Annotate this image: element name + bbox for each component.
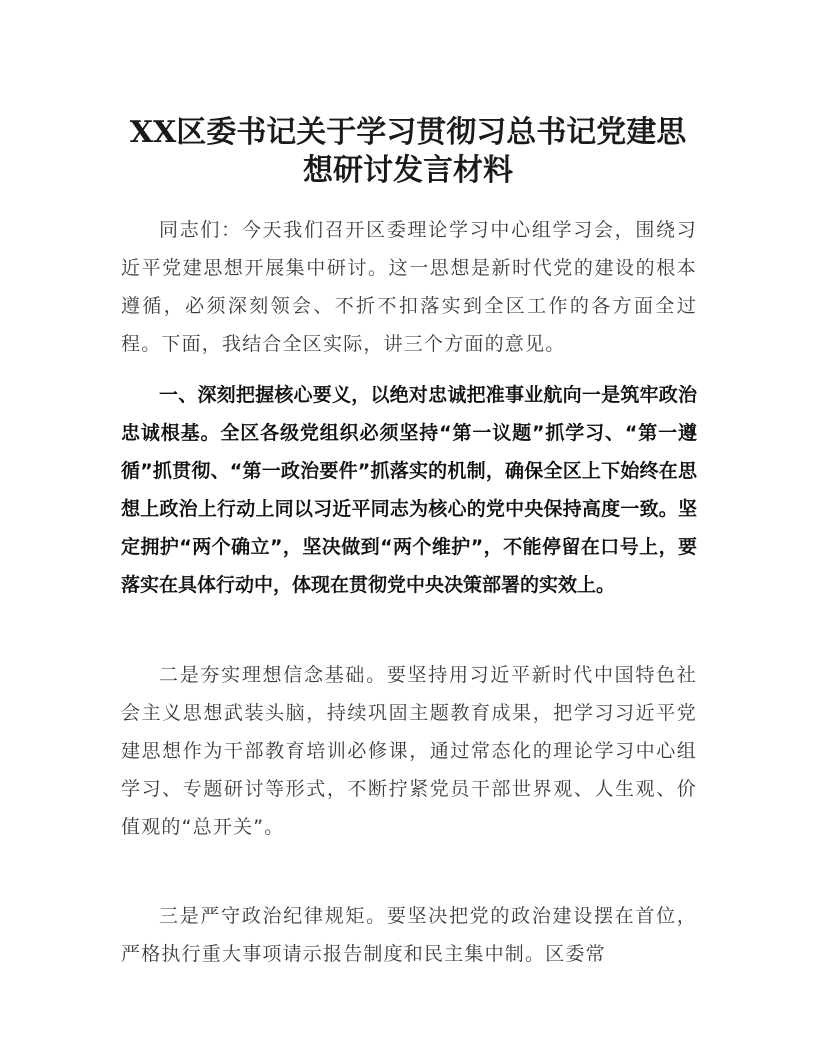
paragraph-section-one: 一、深刻把握核心要义，以绝对忠诚把准事业航向一是筑牢政治忠诚根基。全区各级党组织必须坚持“第一议题”抓学习、“第一遵循”抓贯彻、“第一政治要件”抓落实的机制，确保全区上下始终在思想上政治上行动上同以习近平同志为核心的党中央保持高度一致。坚定拥护“两个确立”，坚决做到“两个维护”，不能停留在口号上，要落实在具体行动中，体现在贯彻党中央决策部署的实效上。 [121,384,697,596]
paragraph-point-three: 三是严守政治纪律规矩。要坚决把党的政治建设摆在首位，严格执行重大事项请示报告制度和民主集中制。区委常 [121,905,697,965]
paragraph-opening: 同志们：今天我们召开区委理论学习中心组学习会，围绕习近平党建思想开展集中研讨。这一思想是新时代党的建设的根本遵循，必须深刻领会、不折不扣落实到全区工作的各方面全过程。下面，我结合全区实际，讲三个方面的意见。 [121,219,697,355]
paragraph-point-two: 二是夯实理想信念基础。要坚持用习近平新时代中国特色社会主义思想武装头脑，持续巩固主题教育成果，把学习习近平党建思想作为干部教育培训必修课，通过常态化的理论学习中心组学习、专题研讨等形式，不断拧紧党员干部世界观、人生观、价值观的“总开关”。 [121,664,697,838]
document-title: XX区委书记关于学习贯彻习总书记党建思想研讨发言材料 [129,115,687,188]
